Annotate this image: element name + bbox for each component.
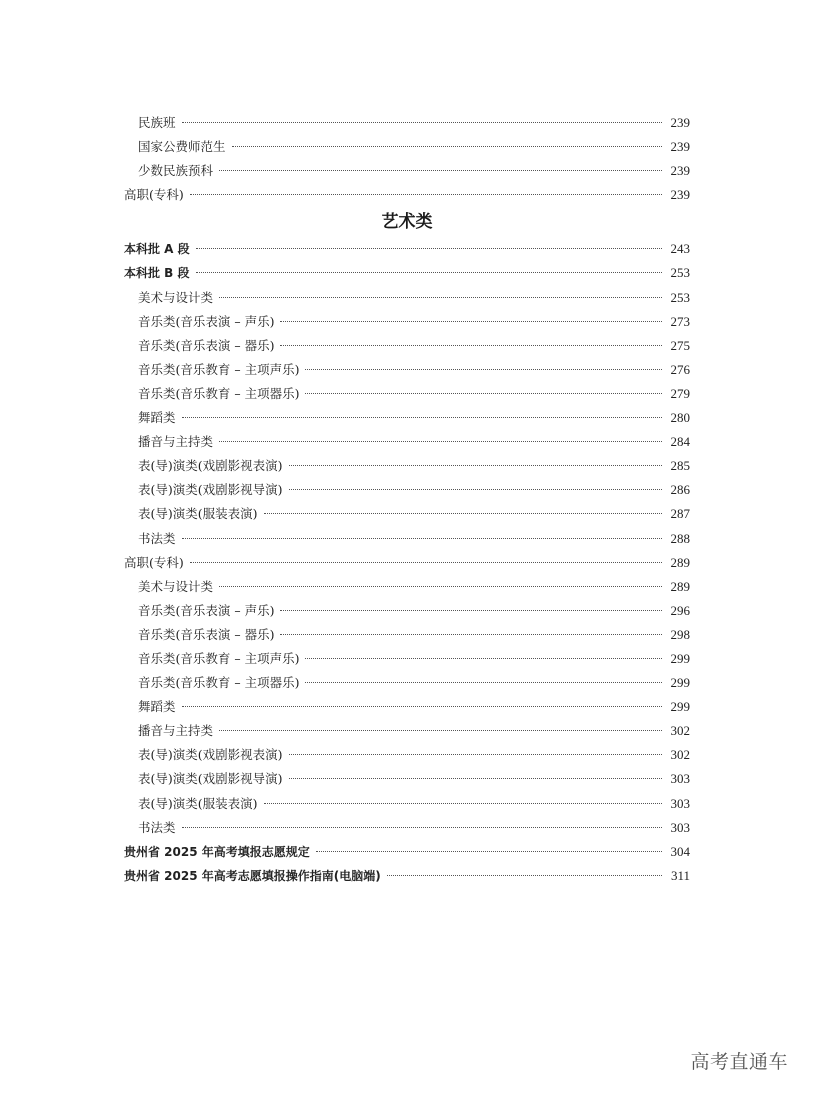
dot-leader: [196, 248, 662, 249]
dot-leader: [280, 321, 662, 322]
toc-entry-page: 253: [670, 265, 690, 281]
toc-entry-label: 播音与主持类: [138, 723, 214, 739]
toc-entry[interactable]: [124, 261, 690, 285]
toc-entry-label: 音乐类(音乐教育 – 主项声乐): [138, 361, 300, 377]
toc-entry-page: 280: [670, 410, 690, 426]
dot-leader: [387, 875, 662, 876]
dot-leader: [305, 369, 662, 370]
toc-entry-page: 287: [670, 506, 690, 522]
toc-entry-page: 302: [670, 747, 690, 763]
toc-entry-label: 音乐类(音乐表演 – 器乐): [138, 626, 275, 642]
toc-entry-label: 民族班: [138, 115, 176, 130]
toc-entry-label: 音乐类(音乐表演 – 器乐): [138, 337, 275, 353]
dot-leader: [280, 634, 662, 635]
toc-entry[interactable]: [124, 695, 690, 719]
toc-entry[interactable]: [124, 743, 690, 767]
toc-entry-page: 299: [670, 650, 690, 666]
toc-entry-label: 音乐类(音乐教育 – 主项器乐): [138, 675, 300, 691]
dot-leader: [289, 754, 662, 755]
dot-leader: [289, 489, 662, 490]
dot-leader: [190, 562, 662, 563]
toc-entry-label: 贵州省 2025 年高考填报志愿规定: [124, 844, 310, 859]
toc-entry[interactable]: [124, 575, 690, 599]
toc-entry[interactable]: [124, 454, 690, 478]
dot-leader: [289, 778, 662, 779]
dot-leader: [182, 706, 662, 707]
toc-entry[interactable]: [124, 767, 690, 791]
dot-leader: [280, 345, 662, 346]
toc-entry-page: 311: [670, 867, 690, 883]
dot-leader: [264, 803, 662, 804]
toc-entry[interactable]: [124, 840, 690, 864]
toc-entry-page: 239: [670, 163, 690, 179]
toc-entry-label: 本科批 B 段: [124, 266, 190, 281]
toc-entry[interactable]: [124, 502, 690, 526]
dot-leader: [219, 170, 662, 171]
dot-leader: [182, 827, 662, 828]
toc-entry[interactable]: [124, 816, 690, 840]
toc-entry-label: 舞蹈类: [138, 699, 176, 715]
toc-entry-label: 本科批 A 段: [124, 242, 190, 257]
toc-entry-label: 音乐类(音乐教育 – 主项声乐): [138, 650, 300, 666]
toc-entry[interactable]: [124, 310, 690, 334]
toc-entry-page: 275: [670, 337, 690, 353]
toc-entry-page: 239: [670, 115, 690, 130]
toc-entry[interactable]: [124, 286, 690, 310]
toc-entry-page: 302: [670, 723, 690, 739]
toc-entry-label: 表(导)演类(服装表演): [138, 506, 258, 522]
dot-leader: [264, 513, 662, 514]
dot-leader: [305, 682, 662, 683]
toc-entry[interactable]: [124, 647, 690, 671]
toc-entry-label: 表(导)演类(戏剧影视导演): [138, 482, 283, 498]
dot-leader: [305, 658, 662, 659]
toc-entry-page: 239: [670, 187, 690, 203]
table-of-contents: [124, 111, 690, 888]
toc-entry-label: 表(导)演类(服装表演): [138, 795, 258, 811]
toc-entry-page: 253: [670, 289, 690, 305]
toc-entry[interactable]: [124, 551, 690, 575]
toc-entry-label: 国家公费师范生: [138, 139, 226, 155]
toc-entry-page: 288: [670, 530, 690, 546]
toc-entry-label: 书法类: [138, 530, 176, 546]
toc-entry[interactable]: [124, 334, 690, 358]
toc-entry-label: 书法类: [138, 819, 176, 835]
dot-leader: [316, 851, 662, 852]
toc-entry-page: 289: [670, 578, 690, 594]
dot-leader: [190, 194, 662, 195]
dot-leader: [232, 146, 662, 147]
dot-leader: [289, 465, 662, 466]
dot-leader: [219, 730, 662, 731]
toc-entry-label: 高职(专科): [124, 554, 184, 570]
toc-entry-page: 285: [670, 458, 690, 474]
toc-entry-page: 284: [670, 434, 690, 450]
toc-entry[interactable]: [124, 382, 690, 406]
toc-entry-label: 舞蹈类: [138, 410, 176, 426]
toc-entry-label: 少数民族预科: [138, 163, 214, 179]
toc-entry-label: 播音与主持类: [138, 434, 214, 450]
dot-leader: [219, 441, 662, 442]
toc-entry[interactable]: [124, 478, 690, 502]
toc-entry[interactable]: [124, 237, 690, 261]
toc-entry[interactable]: [124, 358, 690, 382]
toc-entry-page: 298: [670, 626, 690, 642]
dot-leader: [280, 610, 662, 611]
toc-entry[interactable]: [124, 430, 690, 454]
dot-leader: [196, 272, 662, 273]
toc-entry-label: 音乐类(音乐表演 – 声乐): [138, 313, 275, 329]
dot-leader: [182, 538, 662, 539]
section-heading: 艺术类: [381, 212, 433, 233]
toc-entry[interactable]: [124, 406, 690, 430]
dot-leader: [182, 122, 662, 123]
dot-leader: [182, 417, 662, 418]
toc-entry-page: 296: [670, 602, 690, 618]
toc-entry-label: 表(导)演类(戏剧影视导演): [138, 771, 283, 787]
toc-entry[interactable]: [124, 599, 690, 623]
toc-entry[interactable]: [124, 671, 690, 695]
toc-entry-label: 贵州省 2025 年高考志愿填报操作指南(电脑端): [124, 868, 381, 883]
toc-entry-label: 音乐类(音乐表演 – 声乐): [138, 602, 275, 618]
toc-entry-page: 279: [670, 385, 690, 401]
toc-entry[interactable]: [124, 527, 690, 551]
toc-entry-page: 299: [670, 675, 690, 691]
toc-entry-page: 303: [670, 819, 690, 835]
toc-entry-page: 239: [670, 139, 690, 155]
toc-entry-label: 音乐类(音乐教育 – 主项器乐): [138, 385, 300, 401]
dot-leader: [219, 297, 662, 298]
dot-leader: [219, 586, 662, 587]
toc-entry[interactable]: [124, 792, 690, 816]
toc-entry-page: 303: [670, 795, 690, 811]
toc-entry[interactable]: [124, 623, 690, 647]
toc-entry-page: 304: [670, 843, 690, 859]
toc-entry-label: 表(导)演类(戏剧影视表演): [138, 458, 283, 474]
toc-entry[interactable]: [124, 159, 690, 183]
toc-entry-page: 243: [670, 241, 690, 257]
toc-entry-page: 286: [670, 482, 690, 498]
watermark-text: 高考直通车: [690, 1051, 788, 1073]
toc-entry-label: 美术与设计类: [138, 289, 214, 305]
toc-entry-page: 303: [670, 771, 690, 787]
toc-entry-label: 表(导)演类(戏剧影视表演): [138, 747, 283, 763]
toc-entry[interactable]: [124, 719, 690, 743]
toc-entry-page: 289: [670, 554, 690, 570]
toc-entry[interactable]: [124, 111, 690, 135]
toc-entry-page: 276: [670, 361, 690, 377]
dot-leader: [305, 393, 662, 394]
toc-entry-page: 299: [670, 699, 690, 715]
toc-entry-label: 美术与设计类: [138, 578, 214, 594]
toc-entry-label: 高职(专科): [124, 187, 184, 203]
toc-entry[interactable]: [124, 864, 690, 888]
toc-entry[interactable]: [124, 183, 690, 207]
toc-entry-page: 273: [670, 313, 690, 329]
toc-entry[interactable]: [124, 135, 690, 159]
